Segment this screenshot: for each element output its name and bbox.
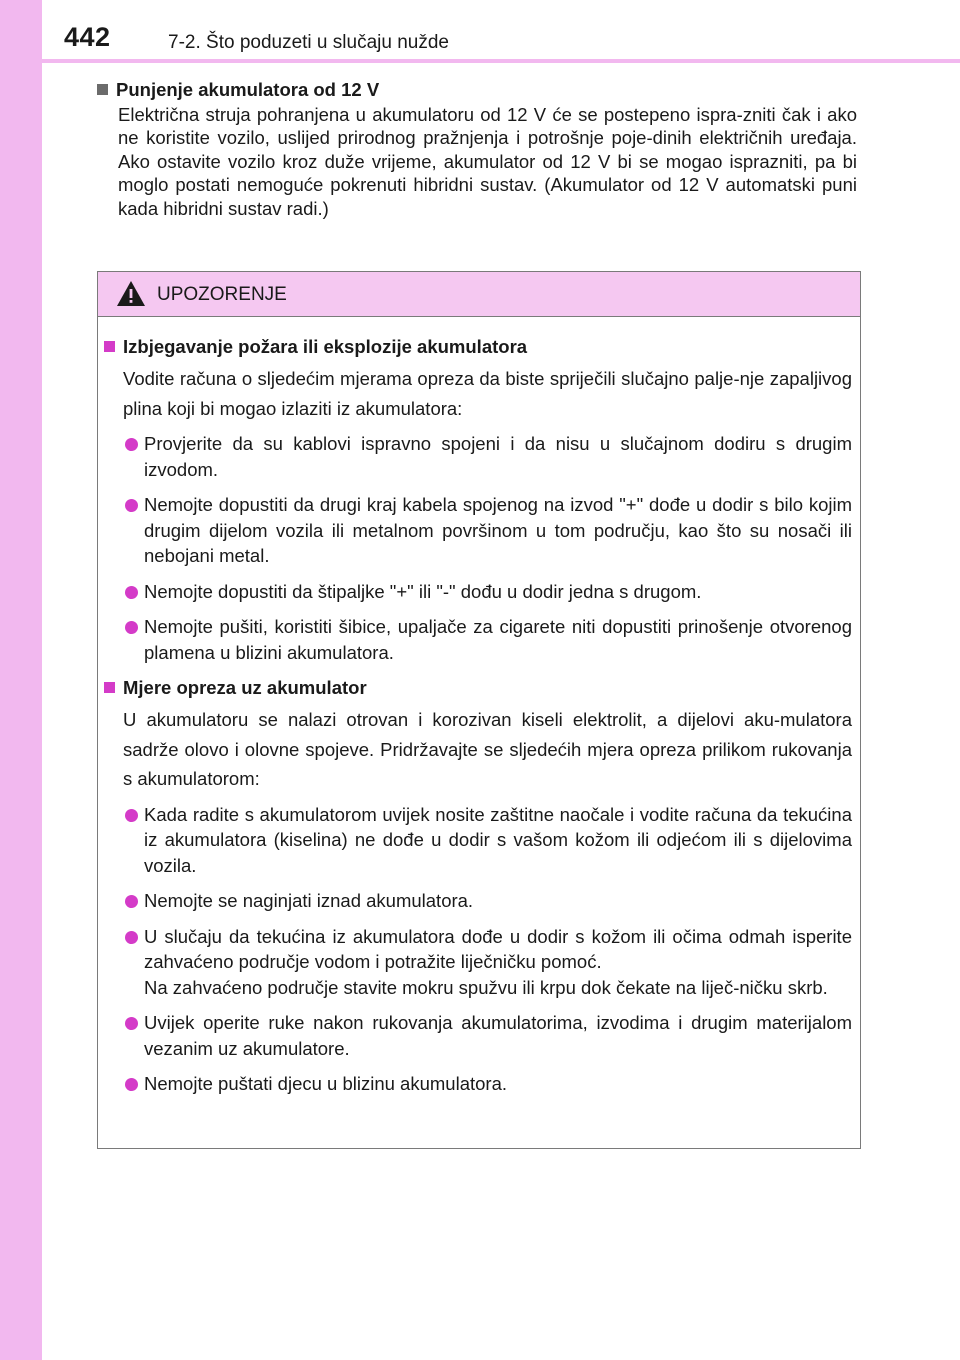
list-item-text: Nemojte puštati djecu u blizinu akumulatora. — [144, 1073, 507, 1095]
list-item-text: Nemojte dopustiti da štipaljke "+" ili "-" dođu u dodir jedna s drugom. — [144, 580, 702, 602]
list-item — [104, 802, 852, 879]
list-item — [104, 492, 852, 569]
square-bullet-icon — [104, 682, 115, 693]
list-item — [104, 1071, 852, 1097]
list-item-text: Uvijek operite ruke nakon rukovanja akumulatorima, izvodima i drugim materijalom vezanim uz akumulatore. — [144, 1012, 852, 1059]
bullet-icon — [125, 809, 138, 822]
list-item-text: Provjerite da su kablovi ispravno spojeni i da nisu u slučajnom dodiru s drugim izvodom. — [144, 433, 852, 480]
list-item — [104, 924, 852, 1001]
warning-label: UPOZORENJE — [157, 284, 287, 305]
intro-section — [97, 77, 857, 220]
list-item — [104, 579, 852, 605]
intro-heading — [97, 77, 857, 103]
section-heading — [104, 675, 852, 701]
page-header — [42, 0, 960, 62]
bullet-icon — [125, 931, 138, 944]
page-number: 442 — [64, 22, 111, 52]
warning-header — [98, 272, 860, 317]
bullet-icon — [125, 438, 138, 451]
section-heading-text: Mjere opreza uz akumulator — [123, 677, 367, 699]
square-bullet-icon — [104, 341, 115, 352]
list-item-text: U slučaju da tekućina iz akumulatora dođe u dodir s kožom ili očima odmah isperite zahvaćeno područje vodom i potražite liječničku pomoć. — [144, 925, 852, 973]
chapter-title: 7-2. Što poduzeti u slučaju nužde — [168, 32, 449, 53]
list-item-text: Kada radite s akumulatorom uvijek nosite zaštitne naočale i vodite računa da tekućina iz akumulatora (kiselina) ne dođe u dodir s vašom kožom ili odjećom ili s dijelovima vozila. — [144, 803, 852, 876]
bullet-icon — [125, 586, 138, 599]
list-item — [104, 431, 852, 482]
warning-body — [104, 334, 852, 1107]
list-item — [104, 1010, 852, 1061]
warning-box — [97, 271, 861, 1149]
side-color-strip — [0, 0, 42, 1360]
bullet-icon — [125, 499, 138, 512]
header-rule — [42, 59, 960, 63]
section-heading-text: Izbjegavanje požara ili eksplozije akumulatora — [123, 336, 528, 357]
section-paragraph: Vodite računa o sljedećim mjerama opreza da biste spriječili slučajno palje-nje zapaljivog plina koji bi mogao izlaziti iz akumulatora: — [123, 368, 852, 419]
bullet-icon — [125, 895, 138, 908]
warning-triangle-icon — [116, 280, 146, 307]
bullet-icon — [125, 621, 138, 634]
section-heading — [104, 334, 852, 360]
intro-heading-text: Punjenje akumulatora od 12 V — [116, 79, 380, 100]
list-item-text: Nemojte se naginjati iznad akumulatora. — [144, 890, 474, 912]
list-item-extra-text: Na zahvaćeno područje stavite mokru spužvu ili krpu dok čekate na liječ-ničku skrb. — [144, 976, 828, 998]
intro-paragraph: Električna struja pohranjena u akumulatoru od 12 V će se postepeno ispra-zniti čak i ako ne koristite vozilo, uslijed prirodnog pražnjenja i potrošnje poje-dinih električnih uređaja. Ako ostavite vozilo kroz duže vrijeme, akumulator od 12 V bi se mogao isprazniti, pa bi moglo postati nemoguće pokrenuti hibridni sustav. (Akumulator od 12 V automatski puni kada hibridni sustav radi.) — [118, 104, 857, 219]
list-item-text: Nemojte pušiti, koristiti šibice, upaljače za cigarete niti dopustiti prinošenje otvorenog plamena u blizini akumulatora. — [144, 616, 852, 663]
square-bullet-icon — [97, 84, 108, 95]
list-item — [104, 614, 852, 665]
section-paragraph: U akumulatoru se nalazi otrovan i korozivan kiseli elektrolit, a dijelovi aku-mulatora sadrže olovo i olovne spojeve. Pridržavajte se sljedećih mjera opreza prilikom rukovanja s akumulatorom: — [123, 709, 852, 790]
list-item — [104, 888, 852, 914]
bullet-icon — [125, 1078, 138, 1091]
bullet-icon — [125, 1017, 138, 1030]
list-item-text: Nemojte dopustiti da drugi kraj kabela spojenog na izvod "+" dođe u dodir s bilo kojim drugim dijelom vozila ili metalnom površinom u tom području, kao što su nosači ili nebojani metal. — [144, 494, 852, 567]
